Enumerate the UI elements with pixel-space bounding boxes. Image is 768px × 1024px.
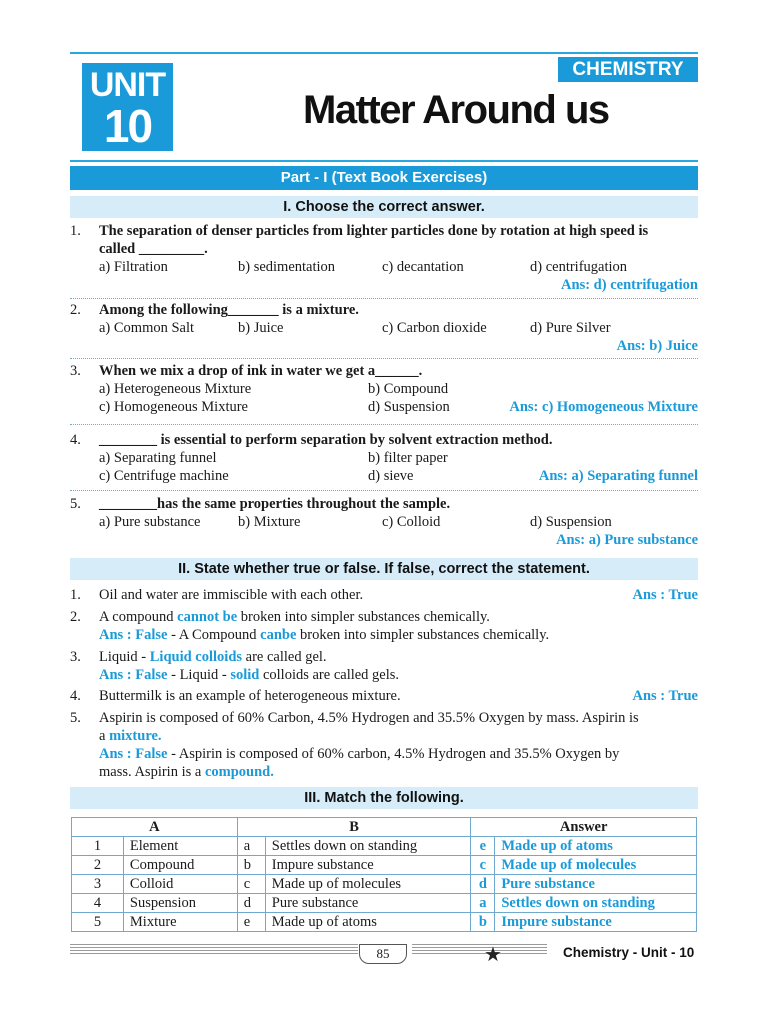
mcq-question-5 <box>70 495 698 549</box>
answer: Ans: b) Juice <box>616 338 698 354</box>
mcq-question-2 <box>70 301 698 355</box>
option-d: d) centrifugation <box>530 259 628 275</box>
unit-label: UNIT <box>89 66 166 104</box>
answer-term: Settles down on standing <box>495 894 697 913</box>
question-stem: When we mix a drop of ink in water we get a______. <box>99 363 423 379</box>
column-b-letter: d <box>237 894 265 913</box>
item-number: 3. <box>70 649 81 665</box>
column-b-term: Made up of atoms <box>265 913 471 932</box>
statement-text: a <box>99 728 110 744</box>
statement-text: Liquid - <box>99 649 150 665</box>
row-number: 1 <box>72 837 124 856</box>
column-b-term: Made up of molecules <box>265 875 471 894</box>
table-header-row <box>72 818 697 837</box>
divider <box>70 298 698 299</box>
question-number: 4. <box>70 432 81 448</box>
column-a-term: Element <box>123 837 237 856</box>
answer-letter: e <box>471 837 495 856</box>
question-stem: The separation of denser particles from lighter particles done by rotation at high speed is <box>99 223 649 239</box>
tf-item-2 <box>70 608 698 644</box>
answer: Ans: a) Pure substance <box>556 532 698 548</box>
row-number: 4 <box>72 894 124 913</box>
item-number: 2. <box>70 609 81 625</box>
unit-badge <box>82 63 173 151</box>
statement <box>99 648 698 666</box>
row-number: 5 <box>72 913 124 932</box>
footer-stripe-left <box>70 944 358 956</box>
option-c: c) Carbon dioxide <box>382 320 487 336</box>
column-a-term: Mixture <box>123 913 237 932</box>
column-b-term: Pure substance <box>265 894 471 913</box>
option-c: c) Colloid <box>382 514 441 530</box>
column-a-term: Colloid <box>123 875 237 894</box>
highlight: mixture. <box>109 728 162 744</box>
correction <box>99 745 698 763</box>
option-b: b) sedimentation <box>238 259 336 275</box>
highlight: compound. <box>204 764 274 780</box>
table-row <box>72 875 697 894</box>
question-number: 2. <box>70 302 81 318</box>
match-table <box>71 817 697 932</box>
option-d: d) Suspension <box>368 399 450 415</box>
correction-cont <box>99 763 698 781</box>
header-rule <box>70 160 698 162</box>
tf-item-1 <box>70 586 698 604</box>
column-header-b: B <box>237 818 471 837</box>
table-row <box>72 837 697 856</box>
question-stem: ________has the same properties throughout the sample. <box>99 496 451 512</box>
option-a: a) Heterogeneous Mixture <box>99 381 252 397</box>
option-c: c) decantation <box>382 259 464 275</box>
answer: Ans: c) Homogeneous Mixture <box>509 399 698 415</box>
answer-label: Ans : False <box>99 627 168 643</box>
star-icon: ★ <box>484 944 502 966</box>
option-d: d) sieve <box>368 468 414 484</box>
statement <box>99 727 698 745</box>
question-number: 5. <box>70 496 81 512</box>
table-row <box>72 856 697 875</box>
tf-item-4 <box>70 687 698 705</box>
option-b: b) Mixture <box>238 514 301 530</box>
table-row <box>72 913 697 932</box>
section-heading-true-false: II. State whether true or false. If false, correct the statement. <box>70 558 698 580</box>
item-number: 5. <box>70 710 81 726</box>
answer-letter: d <box>471 875 495 894</box>
table-row <box>72 894 697 913</box>
answer-label: Ans : False <box>99 746 168 762</box>
statement-text: Aspirin is composed of 60% Carbon, 4.5% Hydrogen and 35.5% Oxygen by mass. Aspirin is <box>99 710 639 726</box>
item-number: 1. <box>70 587 81 603</box>
divider <box>70 424 698 425</box>
tf-item-5 <box>70 709 698 781</box>
part-heading: Part - I (Text Book Exercises) <box>70 166 698 190</box>
answer-term: Made up of atoms <box>495 837 697 856</box>
page-title: Matter Around us <box>303 88 609 132</box>
correction <box>99 666 698 684</box>
row-number: 3 <box>72 875 124 894</box>
mcq-question-1 <box>70 222 698 294</box>
column-header-answer: Answer <box>471 818 697 837</box>
option-a: a) Separating funnel <box>99 450 217 466</box>
answer-term: Pure substance <box>495 875 697 894</box>
column-b-term: Impure substance <box>265 856 471 875</box>
subject-badge: CHEMISTRY <box>558 57 698 82</box>
tf-item-3 <box>70 648 698 684</box>
statement-text: broken into simpler substances chemically. <box>237 609 490 625</box>
answer-letter: c <box>471 856 495 875</box>
divider <box>70 490 698 491</box>
column-a-term: Compound <box>123 856 237 875</box>
option-d: d) Pure Silver <box>530 320 611 336</box>
option-b: b) filter paper <box>368 450 448 466</box>
divider <box>70 358 698 359</box>
option-b: b) Juice <box>238 320 284 336</box>
running-title: Chemistry - Unit - 10 <box>563 945 695 960</box>
top-rule <box>70 52 698 54</box>
highlight: Liquid colloids <box>149 649 243 665</box>
column-b-letter: e <box>237 913 265 932</box>
highlight: canbe <box>260 627 297 643</box>
answer-label: Ans : False <box>99 667 168 683</box>
highlight: solid <box>230 667 260 683</box>
item-number: 4. <box>70 688 81 704</box>
question-stem: Among the following_______ is a mixture. <box>99 302 359 318</box>
question-stem: ________ is essential to perform separation by solvent extraction method. <box>99 432 553 448</box>
answer-term: Made up of molecules <box>495 856 697 875</box>
column-b-letter: b <box>237 856 265 875</box>
correction-text: mass. Aspirin is a <box>99 764 205 780</box>
option-a: a) Common Salt <box>99 320 195 336</box>
column-b-letter: a <box>237 837 265 856</box>
correction-text: - Aspirin is composed of 60% carbon, 4.5% Hydrogen and 35.5% Oxygen by <box>167 746 620 762</box>
option-c: c) Homogeneous Mixture <box>99 399 248 415</box>
footer-stripe-right <box>412 944 547 956</box>
answer: Ans: a) Separating funnel <box>538 468 698 484</box>
row-number: 2 <box>72 856 124 875</box>
statement-text: are called gel. <box>242 649 327 665</box>
statement: Buttermilk is an example of heterogeneous mixture. <box>99 688 401 704</box>
question-stem-cont: called _________. <box>99 241 208 257</box>
option-a: a) Filtration <box>99 259 168 275</box>
correction-text: - A Compound <box>167 627 261 643</box>
correction-text: broken into simpler substances chemically. <box>296 627 550 643</box>
mcq-question-4 <box>70 431 698 485</box>
question-number: 3. <box>70 363 81 379</box>
column-b-term: Settles down on standing <box>265 837 471 856</box>
statement: Oil and water are immiscible with each other. <box>99 587 364 603</box>
page-number: 85 <box>359 944 407 964</box>
mcq-question-3 <box>70 362 698 416</box>
option-d: d) Suspension <box>530 514 612 530</box>
option-c: c) Centrifuge machine <box>99 468 229 484</box>
option-a: a) Pure substance <box>99 514 201 530</box>
unit-number: 10 <box>103 100 152 152</box>
correction-text: colloids are called gels. <box>259 667 400 683</box>
answer: Ans : True <box>632 688 698 704</box>
question-number: 1. <box>70 223 81 239</box>
statement <box>99 608 698 626</box>
section-heading-choose: I. Choose the correct answer. <box>70 196 698 218</box>
column-header-a: A <box>72 818 238 837</box>
option-b: b) Compound <box>368 381 449 397</box>
answer-letter: b <box>471 913 495 932</box>
answer: Ans: d) centrifugation <box>561 277 698 293</box>
statement-text: A compound <box>99 609 178 625</box>
answer: Ans : True <box>632 587 698 603</box>
column-a-term: Suspension <box>123 894 237 913</box>
section-heading-match: III. Match the following. <box>70 787 698 809</box>
answer-letter: a <box>471 894 495 913</box>
answer-term: Impure substance <box>495 913 697 932</box>
correction-text: - Liquid - <box>167 667 231 683</box>
column-b-letter: c <box>237 875 265 894</box>
highlight: cannot be <box>177 609 238 625</box>
correction <box>99 626 698 644</box>
